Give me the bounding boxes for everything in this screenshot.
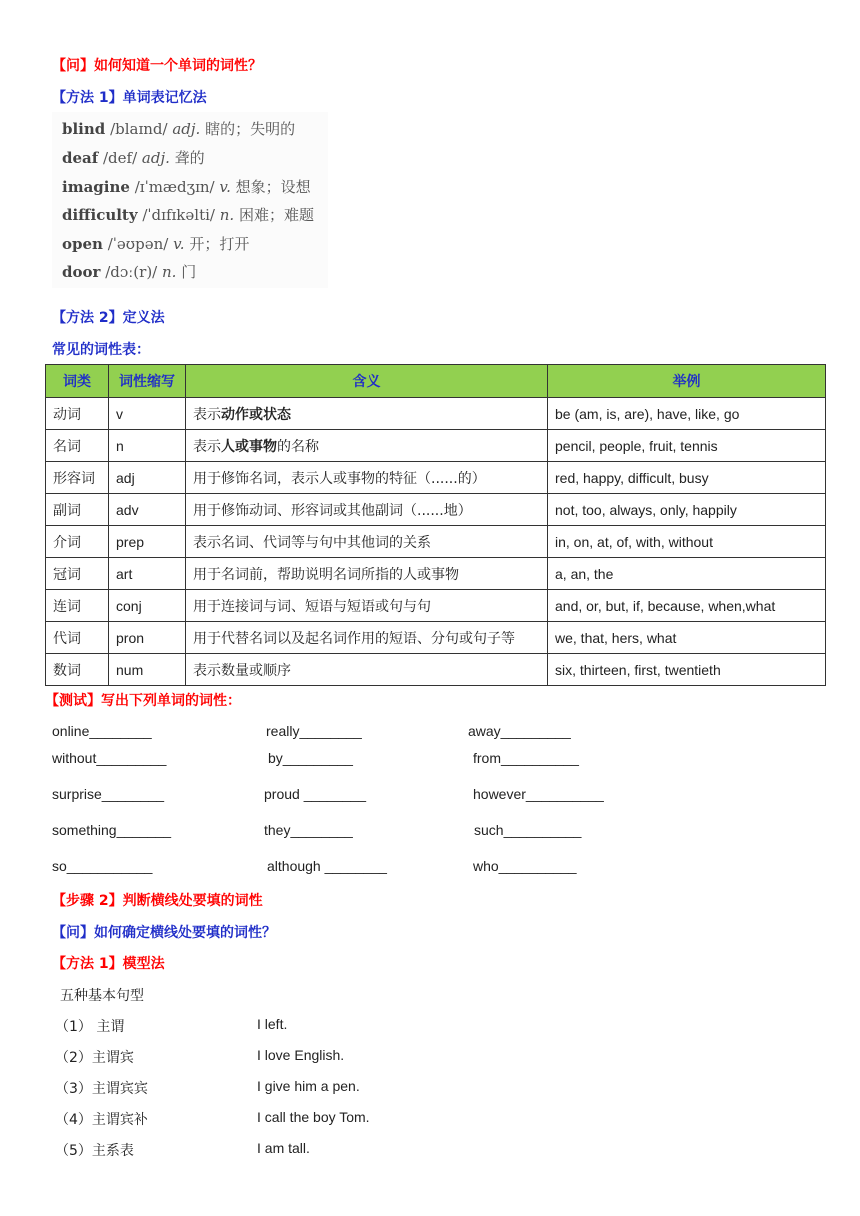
test-word: really________ xyxy=(266,723,362,739)
vocab-entry: difficulty /ˈdɪfɪkəlti/ n. 困难；难题 xyxy=(62,206,314,224)
table-row xyxy=(46,654,826,686)
table-row xyxy=(46,430,826,462)
cell-examples: and, or, but, if, because, when,what xyxy=(548,590,826,622)
cell-category: 动词 xyxy=(46,398,109,430)
header-abbreviation: 词性缩写 xyxy=(109,365,186,398)
test-word: who__________ xyxy=(473,858,577,874)
test-word: without_________ xyxy=(52,750,167,766)
cell-examples: red, happy, difficult, busy xyxy=(548,462,826,494)
cell-meaning: 用于名词前，帮助说明名词所指的人或事物 xyxy=(186,558,548,590)
cell-examples: in, on, at, of, with, without xyxy=(548,526,826,558)
cell-examples: pencil, people, fruit, tennis xyxy=(548,430,826,462)
cell-examples: not, too, always, only, happily xyxy=(548,494,826,526)
cell-examples: six, thirteen, first, twentieth xyxy=(548,654,826,686)
table-row xyxy=(46,558,826,590)
table-row xyxy=(46,622,826,654)
test-word: surprise________ xyxy=(52,786,165,802)
cell-category: 代词 xyxy=(46,622,109,654)
cell-category: 名词 xyxy=(46,430,109,462)
vocab-entry: deaf /def/ adj. 聋的 xyxy=(62,149,205,167)
vocabulary-list xyxy=(52,112,328,288)
pattern-label: （5）主系表 xyxy=(55,1143,134,1159)
cell-meaning: 表示数量或顺序 xyxy=(186,654,548,686)
cell-category: 介词 xyxy=(46,526,109,558)
header-meaning: 含义 xyxy=(186,365,548,398)
cell-abbreviation: conj xyxy=(109,590,186,622)
method-2-heading: 【方法 2】定义法 xyxy=(52,310,165,326)
cell-meaning: 用于代替名词以及起名词作用的短语、分句或句子等 xyxy=(186,622,548,654)
cell-examples: we, that, hers, what xyxy=(548,622,826,654)
question-heading-2: 【问】如何确定横线处要填的词性？ xyxy=(52,925,276,941)
cell-abbreviation: art xyxy=(109,558,186,590)
header-examples: 举例 xyxy=(548,365,826,398)
vocab-entry: door /dɔː(r)/ n. 门 xyxy=(62,263,197,281)
test-word: so___________ xyxy=(52,858,153,874)
table-row xyxy=(46,462,826,494)
question-heading-1: 【问】如何知道一个单词的词性？ xyxy=(52,58,262,74)
cell-meaning: 用于连接词与词、短语与短语或句与句 xyxy=(186,590,548,622)
vocab-entry: blind /blaɪnd/ adj. 瞎的；失明的 xyxy=(62,120,296,138)
table-row xyxy=(46,526,826,558)
header-category: 词类 xyxy=(46,365,109,398)
test-word: proud ________ xyxy=(264,786,366,802)
test-word: such__________ xyxy=(474,822,582,838)
pattern-example: I left. xyxy=(257,1016,288,1032)
cell-examples: a, an, the xyxy=(548,558,826,590)
vocab-entry: imagine /ɪˈmædʒɪn/ v. 想象；设想 xyxy=(62,178,311,196)
test-heading: 【测试】写出下列单词的词性： xyxy=(45,693,241,709)
method-1-heading: 【方法 1】单词表记忆法 xyxy=(52,90,207,106)
test-word: from__________ xyxy=(473,750,579,766)
pattern-label: （2）主谓宾 xyxy=(55,1050,134,1066)
table-row xyxy=(46,494,826,526)
cell-meaning: 用于修饰动词、形容词或其他副词（......地） xyxy=(186,494,548,526)
test-word: something_______ xyxy=(52,822,172,838)
cell-category: 副词 xyxy=(46,494,109,526)
patterns-intro: 五种基本句型 xyxy=(60,988,144,1004)
test-word: by_________ xyxy=(268,750,353,766)
test-word: although ________ xyxy=(267,858,387,874)
parts-of-speech-table xyxy=(45,364,826,686)
pattern-label: （3）主谓宾宾 xyxy=(55,1081,148,1097)
test-word: online________ xyxy=(52,723,152,739)
test-word: they________ xyxy=(264,822,353,838)
pattern-label: （1） 主谓 xyxy=(55,1019,125,1035)
pattern-label: （4）主谓宾补 xyxy=(55,1112,148,1128)
table-header-row xyxy=(46,365,826,398)
cell-abbreviation: num xyxy=(109,654,186,686)
cell-abbreviation: adv xyxy=(109,494,186,526)
cell-category: 连词 xyxy=(46,590,109,622)
cell-meaning: 表示人或事物的名称 xyxy=(186,430,548,462)
cell-abbreviation: n xyxy=(109,430,186,462)
pattern-example: I am tall. xyxy=(257,1140,310,1156)
table-row xyxy=(46,590,826,622)
cell-examples: be (am, is, are), have, like, go xyxy=(548,398,826,430)
table-caption: 常见的词性表： xyxy=(52,342,150,358)
pattern-example: I love English. xyxy=(257,1047,345,1063)
cell-abbreviation: adj xyxy=(109,462,186,494)
step-2-heading: 【步骤 2】判断横线处要填的词性 xyxy=(52,893,263,909)
table-row xyxy=(46,398,826,430)
model-method-heading: 【方法 1】模型法 xyxy=(52,956,165,972)
cell-abbreviation: v xyxy=(109,398,186,430)
cell-meaning: 表示动作或状态 xyxy=(186,398,548,430)
test-word: however__________ xyxy=(473,786,604,802)
cell-meaning: 表示名词、代词等与句中其他词的关系 xyxy=(186,526,548,558)
cell-meaning: 用于修饰名词，表示人或事物的特征（......的） xyxy=(186,462,548,494)
pattern-example: I give him a pen. xyxy=(257,1078,360,1094)
cell-category: 冠词 xyxy=(46,558,109,590)
cell-abbreviation: prep xyxy=(109,526,186,558)
cell-category: 形容词 xyxy=(46,462,109,494)
pattern-example: I call the boy Tom. xyxy=(257,1109,370,1125)
cell-abbreviation: pron xyxy=(109,622,186,654)
cell-category: 数词 xyxy=(46,654,109,686)
test-word: away_________ xyxy=(468,723,571,739)
vocab-entry: open /ˈəʊpən/ v. 开；打开 xyxy=(62,235,250,253)
